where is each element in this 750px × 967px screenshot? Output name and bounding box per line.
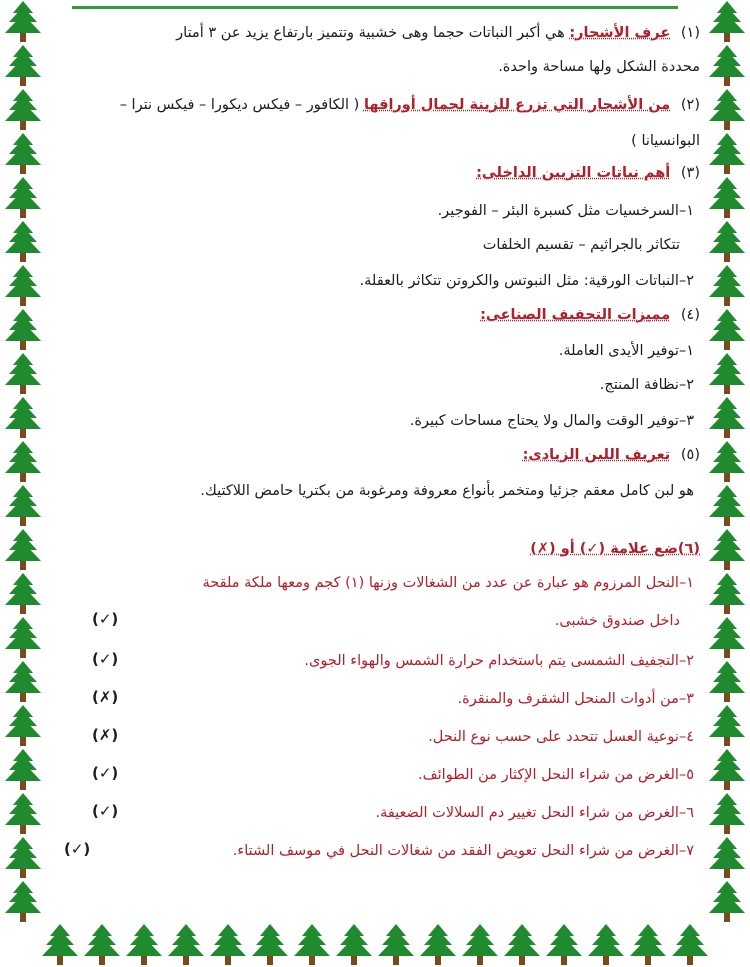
q4-heading: مميزات التجفيف الصناعى:: [480, 307, 671, 323]
christmas-tree-icon: [707, 0, 747, 44]
q6-item-7: ٧–الغرض من شراء النحل تعويض الفقد من شغالات النحل في موسف الشتاء.: [232, 843, 694, 859]
christmas-tree-icon: [707, 748, 747, 792]
right-border: [704, 0, 750, 924]
christmas-tree-icon: [82, 923, 122, 967]
christmas-tree-icon: [3, 88, 43, 132]
christmas-tree-icon: [628, 923, 668, 967]
q4-number: (٤): [680, 307, 700, 323]
q6-item-4: ٤–نوعية العسل تتحدد على حسب نوع النحل.: [428, 729, 694, 745]
christmas-tree-icon: [3, 44, 43, 88]
q1-line: [56, 22, 700, 44]
christmas-tree-icon: [707, 704, 747, 748]
q6-heading: (٦)ضع علامة (✓) أو (✗): [530, 541, 700, 557]
christmas-tree-icon: [707, 220, 747, 264]
christmas-tree-icon: [3, 748, 43, 792]
q2-continuation: البوانسيانا ): [631, 133, 700, 149]
christmas-tree-icon: [707, 880, 747, 924]
christmas-tree-icon: [3, 572, 43, 616]
christmas-tree-icon: [40, 923, 80, 967]
q6-answer-6: (✓): [92, 802, 119, 820]
q1-text: هي أكبر النباتات حجما وهى خشبية وتتميز بارتفاع يزيد عن ٣ أمتار: [176, 25, 565, 41]
q2-number: (٢): [680, 97, 700, 113]
q3-line: [56, 162, 700, 184]
christmas-tree-icon: [166, 923, 206, 967]
christmas-tree-icon: [250, 923, 290, 967]
q6-item-3: ٣–من أدوات المنحل الشقرف والمنقرة.: [457, 691, 694, 707]
q6-line: [56, 538, 700, 560]
q5-heading: تعريف اللبن الزبادى:: [522, 447, 671, 463]
christmas-tree-icon: [707, 616, 747, 660]
q6-item-1: ١–النحل المرزوم هو عبارة عن عدد من الشغالات وزنها (١) كجم ومعها ملكة ملقحة: [202, 575, 694, 591]
christmas-tree-icon: [334, 923, 374, 967]
christmas-tree-icon: [707, 352, 747, 396]
christmas-tree-icon: [707, 176, 747, 220]
q2-text: ( الكافور – فيكس ديكورا – فيكس نترا –: [119, 97, 360, 113]
christmas-tree-icon: [3, 836, 43, 880]
christmas-tree-icon: [208, 923, 248, 967]
top-divider: [72, 6, 678, 9]
q3-item-1-detail: تتكاثر بالجراثيم – تقسيم الخلفات: [482, 237, 680, 253]
christmas-tree-icon: [707, 528, 747, 572]
christmas-tree-icon: [707, 396, 747, 440]
christmas-tree-icon: [3, 440, 43, 484]
q6-answer-4: (✗): [92, 726, 119, 744]
q3-item-1: ١–السرخسيات مثل كسبرة البئر – الفوجير.: [437, 203, 694, 219]
christmas-tree-icon: [3, 0, 43, 44]
q6-answer-3: (✗): [92, 688, 119, 706]
christmas-tree-icon: [707, 792, 747, 836]
worksheet-content: [56, 10, 700, 917]
q1-continuation: محددة الشكل ولها مساحة واحدة.: [498, 59, 700, 75]
q6-answer-2: (✓): [92, 650, 119, 668]
q1-heading: عرف الأشجار:: [569, 25, 671, 41]
christmas-tree-icon: [707, 572, 747, 616]
q2-heading: من الأشجار التي تزرع للزينة لجمال أوراقها: [363, 97, 671, 113]
christmas-tree-icon: [502, 923, 542, 967]
christmas-tree-icon: [707, 308, 747, 352]
christmas-tree-icon: [460, 923, 500, 967]
q6-item-1-cont: داخل صندوق خشبى.: [554, 613, 680, 629]
christmas-tree-icon: [707, 660, 747, 704]
christmas-tree-icon: [3, 880, 43, 924]
q1-number: (١): [680, 25, 700, 41]
christmas-tree-icon: [707, 440, 747, 484]
christmas-tree-icon: [3, 132, 43, 176]
christmas-tree-icon: [124, 923, 164, 967]
q2-line: [56, 94, 700, 116]
q5-line: [56, 444, 700, 466]
christmas-tree-icon: [707, 44, 747, 88]
q6-item-6: ٦–الغرض من شراء النحل تغيير دم السلالات الضعيفة.: [375, 805, 694, 821]
q3-number: (٣): [680, 165, 700, 181]
q4-item-3: ٣–توفير الوقت والمال ولا يحتاج مساحات كبيرة.: [409, 413, 694, 429]
christmas-tree-icon: [707, 264, 747, 308]
christmas-tree-icon: [707, 484, 747, 528]
christmas-tree-icon: [3, 528, 43, 572]
q4-item-2: ٢–نظافة المنتج.: [599, 377, 694, 393]
q5-number: (٥): [680, 447, 700, 463]
q3-heading: أهم نباتات التزيين الداخلى:: [476, 165, 671, 181]
christmas-tree-icon: [3, 660, 43, 704]
christmas-tree-icon: [670, 923, 710, 967]
q6-answer-7: (✓): [64, 840, 91, 858]
christmas-tree-icon: [418, 923, 458, 967]
christmas-tree-icon: [292, 923, 332, 967]
christmas-tree-icon: [3, 792, 43, 836]
christmas-tree-icon: [586, 923, 626, 967]
christmas-tree-icon: [707, 88, 747, 132]
christmas-tree-icon: [3, 308, 43, 352]
left-border: [0, 0, 46, 924]
q5-text: هو لبن كامل معقم جزئيا ومتخمر بأنواع معروفة ومرغوبة من بكتريا حامض اللاكتيك.: [200, 483, 694, 499]
christmas-tree-icon: [3, 264, 43, 308]
q4-item-1: ١–توفير الأيدى العاملة.: [558, 343, 694, 359]
christmas-tree-icon: [707, 132, 747, 176]
christmas-tree-icon: [707, 836, 747, 880]
christmas-tree-icon: [3, 396, 43, 440]
q6-item-5: ٥–الغرض من شراء النحل الإكثار من الطوائف.: [418, 767, 694, 783]
q6-answer-5: (✓): [92, 764, 119, 782]
christmas-tree-icon: [544, 923, 584, 967]
christmas-tree-icon: [3, 352, 43, 396]
christmas-tree-icon: [3, 176, 43, 220]
bottom-border: [40, 921, 710, 967]
christmas-tree-icon: [3, 704, 43, 748]
q4-line: [56, 304, 700, 326]
christmas-tree-icon: [3, 616, 43, 660]
q6-item-2: ٢–التجفيف الشمسى يتم باستخدام حرارة الشمس والهواء الجوى.: [304, 653, 694, 669]
q3-item-2: ٢–النباتات الورقية: مثل النبوتس والكروتن تتكاثر بالعقلة.: [359, 273, 694, 289]
christmas-tree-icon: [3, 220, 43, 264]
christmas-tree-icon: [3, 484, 43, 528]
christmas-tree-icon: [376, 923, 416, 967]
q6-answer-1: (✓): [92, 610, 119, 628]
